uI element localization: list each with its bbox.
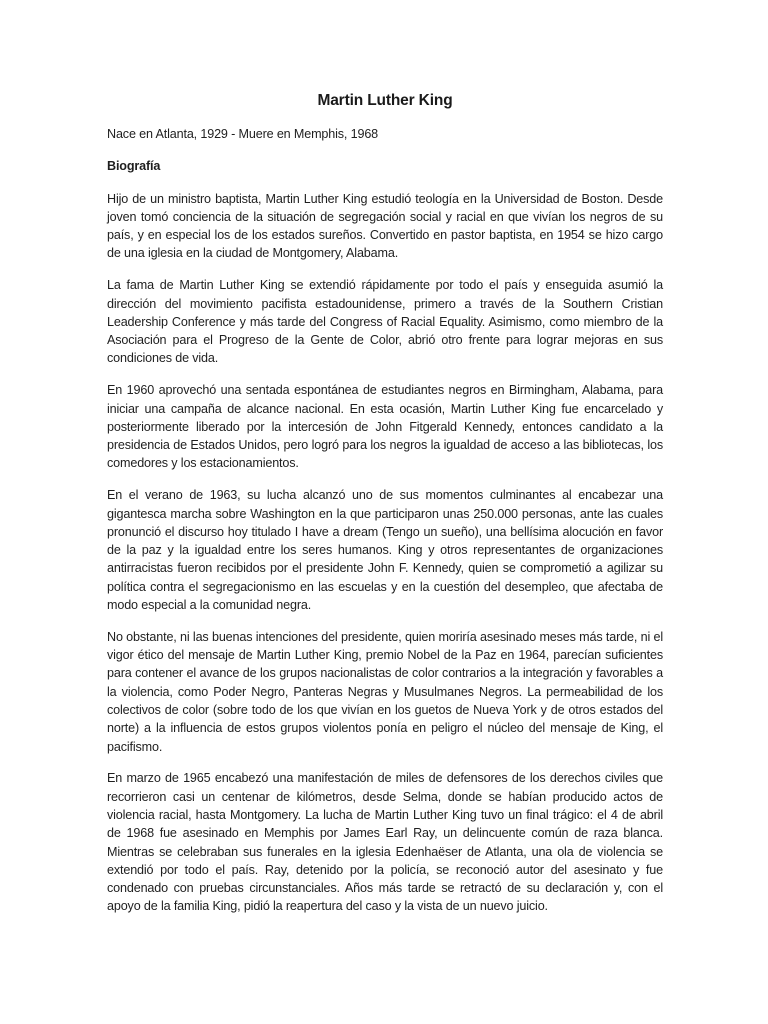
paragraph-early-life: Hijo de un ministro baptista, Martin Luther King estudió teología en la Universidad de Boston. Desde joven tomó conciencia de la situación de segregación social y racial en que vivían los negros de su país, y en especial los de los estados sureños. Convertido en pastor baptista, en 1954 se hizo cargo de una iglesia en la ciudad de Montgomery, Alabama. bbox=[107, 191, 663, 261]
life-dates-line: Nace en Atlanta, 1929 - Muere en Memphis, 1968 bbox=[107, 127, 379, 141]
document-title: Martin Luther King bbox=[317, 92, 453, 109]
paragraph-birmingham: En 1960 aprovechó una sentada espontánea de estudiantes negros en Birmingham, Alabama, para iniciar una campaña de alcance nacional. En esta ocasión, Martin Luther King fue encarcelado y posteriormente liberado por la intercesión de John Fitgerald Kennedy, entonces candidato a la presidencia de Estados Unidos, pero logró para los negros la igualdad de acceso a las bibliotecas, los comedores y los estacionamientos. bbox=[107, 383, 663, 471]
paragraph-fame: La fama de Martin Luther King se extendió rápidamente por todo el país y enseguida asumió la dirección del movimiento pacifista estadounidense, primero a través de la Southern Cristian Leadership Conference y más tarde del Congress of Racial Equality. Asimismo, como miembro de la Asociación para el Progreso de la Gente de Color, abrió otro frente para lograr mejoras en sus condiciones de vida. bbox=[107, 278, 663, 366]
paragraph-selma-and-death: En marzo de 1965 encabezó una manifestación de miles de defensores de los derechos civiles que recorrieron casi un centenar de kilómetros, desde Selma, donde se habían producido actos de violencia racial, hasta Montgomery. La lucha de Martin Luther King tuvo un final trágico: el 4 de abril de 1968 fue asesinado en Memphis por James Earl Ray, un delincuente común de raza blanca. Mientras se celebraban sus funerales en la iglesia Edenhaëser de Atlanta, una ola de violencia se extendió por todo el país. Ray, detenido por la policía, se reconoció autor del asesinato y fue condenado con pruebas circunstanciales. Años más tarde se retractó de su declaración y, con el apoyo de la familia King, pidió la reapertura del caso y la vista de un nuevo juicio. bbox=[107, 771, 663, 914]
paragraph-nationalist-groups: No obstante, ni las buenas intenciones del presidente, quien moriría asesinado meses más tarde, ni el vigor ético del mensaje de Martin Luther King, premio Nobel de la Paz en 1964, parecían suficientes para contener el avance de los grupos nacionalistas de color contrarios a la integración y favorables a la violencia, como Poder Negro, Panteras Negras y Musulmanes Negros. La permeabilidad de los colectivos de color (sobre todo de los que vivían en los guetos de Nueva York y de otros estados del norte) a la influencia de estos grupos violentos ponía en peligro el núcleo del mensaje de King, el pacifismo. bbox=[107, 629, 663, 754]
section-heading-biography: Biografía bbox=[107, 159, 161, 174]
document-body bbox=[107, 90, 663, 929]
paragraph-washington-march: En el verano de 1963, su lucha alcanzó uno de sus momentos culminantes al encabezar una gigantesca marcha sobre Washington en la que participaron unas 250.000 personas, ante las cuales pronunció el discurso hoy titulado I have a dream (Tengo un sueño), una bellísima alocución en favor de la paz y la igualdad entre los seres humanos. King y otros representantes de organizaciones antirracistas fueron recibidos por el presidente John F. Kennedy, quien se comprometió a agilizar su política contra el segregacionismo en las escuelas y en la cuestión del desempleo, que afectaba de modo especial a la comunidad negra. bbox=[107, 488, 663, 613]
